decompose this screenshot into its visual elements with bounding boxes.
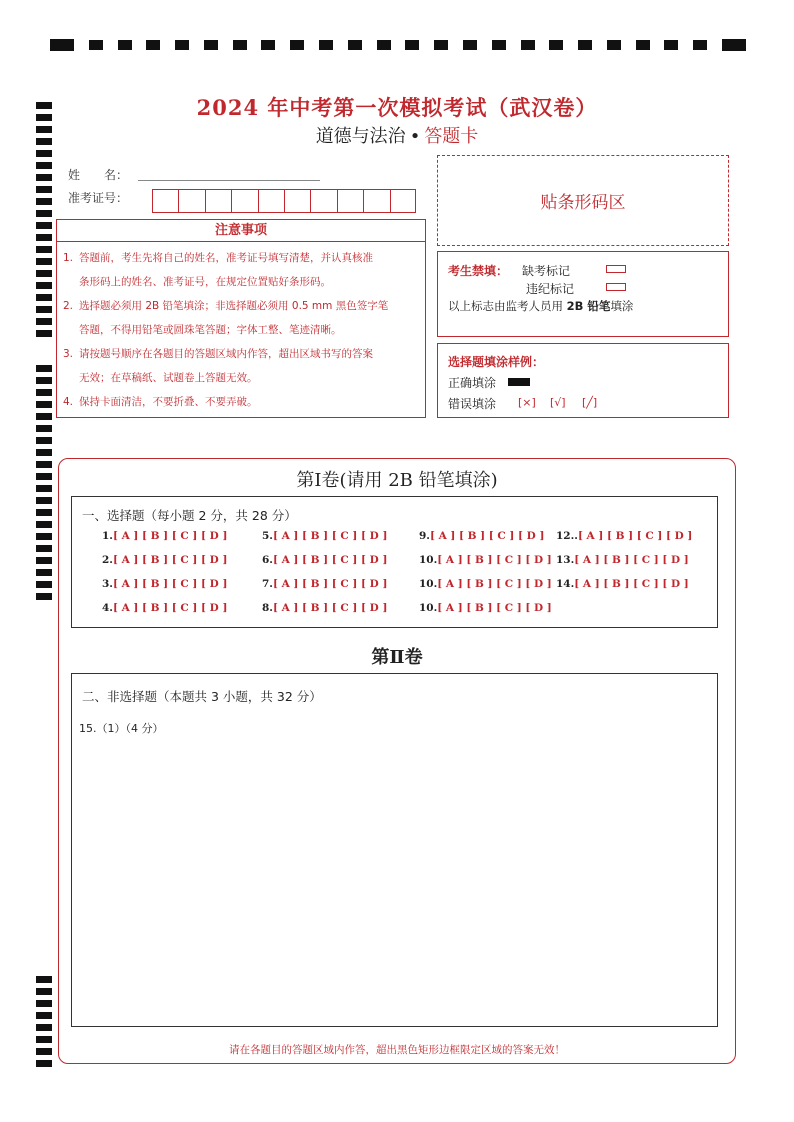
question-number: 7. [262,578,273,590]
timing-mark [319,40,333,50]
timing-mark [36,234,52,241]
timing-mark [233,40,247,50]
exam-number-digit-box[interactable] [363,189,389,213]
forbid-title: 考生禁填： [448,264,509,278]
timing-mark [36,306,52,313]
subject-name: 道德与法治 [315,126,406,147]
timing-mark [36,509,52,516]
question-number: 14. [556,578,575,590]
question-number: 10. [419,578,438,590]
timing-mark [549,40,563,50]
timing-mark [36,593,52,600]
answer-options[interactable]: [ A ] [ B ] [ C ] [ D ] [112,554,228,566]
question-number: 3. [102,578,113,590]
timing-mark [693,40,707,50]
choice-question[interactable] [102,530,227,542]
absent-mark-box[interactable] [606,265,626,273]
violation-mark-label: 违纪标记 [526,282,575,296]
answer-options[interactable]: [ A ] [ B ] [ C ] [ D ] [272,602,388,614]
timing-mark [722,39,746,51]
choice-question[interactable] [419,530,544,542]
exam-number-digit-box[interactable] [390,189,416,213]
timing-mark [261,40,275,50]
timing-mark [36,186,52,193]
choice-question[interactable] [556,554,689,566]
timing-mark [36,222,52,229]
timing-mark [36,294,52,301]
timing-mark [175,40,189,50]
timing-mark [36,365,52,372]
choice-question[interactable] [262,578,387,590]
timing-mark [36,545,52,552]
left-timing-marks-lower [36,976,52,1072]
choice-question[interactable] [262,554,387,566]
volume2-title: 第Ⅱ卷 [371,647,423,668]
question-number: 6. [262,554,273,566]
timing-mark [36,497,52,504]
timing-mark [36,210,52,217]
timing-mark [405,40,419,50]
notice-box [56,219,426,418]
notice-item: 3. 请按题号顺序在各题目的答题区域内作答，超出区域书写的答案 无效；在草稿纸、试题卷上答题无效。 [63,348,373,384]
timing-mark [492,40,506,50]
exam-number-label: 准考证号： [68,191,129,205]
question-number: 10. [419,602,438,614]
non-choice-section[interactable] [71,673,718,1027]
separator-dot: • [409,126,421,147]
timing-mark [36,377,52,384]
timing-mark [36,1000,52,1007]
timing-mark [36,162,52,169]
choice-question[interactable] [102,578,227,590]
timing-mark [348,40,362,50]
non-choice-section-title: 二、非选择题（本题共 3 小题，共 32 分） [82,689,322,704]
correct-fill-example [508,378,530,386]
timing-mark [377,40,391,50]
notice-item: 4. 保持卡面清洁，不要折叠、不要弄破。 [63,396,258,408]
timing-mark [36,1012,52,1019]
timing-mark [636,40,650,50]
top-timing-marks [50,39,746,51]
question-number: 9. [419,530,430,542]
timing-mark [36,569,52,576]
sample-title: 选择题填涂样例： [448,355,545,369]
notice-title: 注意事项 [57,220,425,242]
timing-mark [118,40,132,50]
fill-sample-box [437,343,729,418]
timing-mark [36,988,52,995]
exam-number-boxes[interactable] [152,189,416,213]
wrong-mark-slash: [╱] [582,396,598,409]
question-number: 12.. [556,530,578,542]
question-number: 8. [262,602,273,614]
timing-mark [434,40,448,50]
answer-options[interactable]: [ A ] [ B ] [ C ] [ D ] [574,554,689,566]
timing-mark [36,449,52,456]
name-label: 姓 名： [68,168,129,182]
timing-mark [36,389,52,396]
timing-mark [36,258,52,265]
answer-options[interactable]: [ A ] [ B ] [ C ] [ D ] [437,578,552,590]
exam-number-digit-box[interactable] [178,189,204,213]
timing-mark [290,40,304,50]
timing-mark [204,40,218,50]
choice-question[interactable] [556,530,692,542]
volume1-title: 第Ⅰ卷(请用 2B 铅笔填涂) [296,470,498,491]
choice-question[interactable] [419,602,552,614]
timing-mark [607,40,621,50]
question-number: 5. [262,530,273,542]
question-15-label: 15.（1）（4 分） [79,722,164,735]
card-type: 答题卡 [424,126,479,147]
exam-subtitle [0,122,794,148]
timing-mark [521,40,535,50]
footer-warning: 请在各题目的答题区域内作答，超出黑色矩形边框限定区域的答案无效！ [229,1044,565,1056]
timing-mark [36,425,52,432]
timing-mark [36,401,52,408]
forbid-note: 以上标志由监考人员用 2B 铅笔填涂 [448,299,634,313]
exam-title: 2024 年中考第一次模拟考试（武汉卷） [196,95,598,120]
choice-question[interactable] [556,578,689,590]
answer-options[interactable]: [ A ] [ B ] [ C ] [ D ] [437,554,552,566]
choice-question[interactable] [262,602,387,614]
notice-item: 2. 选择题必须用 2B 铅笔填涂；非选择题必须用 0.5 mm 黑色签字笔 答题，不得用铅笔或圆珠笔答题；字体工整、笔迹清晰。 [63,300,389,336]
answer-options[interactable]: [ A ] [ B ] [ C ] [ D ] [112,602,228,614]
answer-options[interactable]: [ A ] [ B ] [ C ] [ D ] [429,530,545,542]
choice-question[interactable] [419,554,552,566]
timing-mark [36,246,52,253]
timing-mark [36,318,52,325]
answer-options[interactable]: [ A ] [ B ] [ C ] [ D ] [272,530,388,542]
answer-options[interactable]: [ A ] [ B ] [ C ] [ D ] [437,602,552,614]
timing-mark [36,1024,52,1031]
examinee-forbidden-box [437,251,729,337]
barcode-area: 贴条形码区 [437,155,729,246]
wrong-fill-label: 错误填涂 [448,397,497,411]
choice-question[interactable] [262,530,387,542]
exam-number-digit-box[interactable] [205,189,231,213]
absent-mark-label: 缺考标记 [522,264,571,278]
exam-number-digit-box[interactable] [310,189,336,213]
timing-mark [36,330,52,337]
exam-number-digit-box[interactable] [231,189,257,213]
choice-question[interactable] [102,554,227,566]
answer-options[interactable]: [ A ] [ B ] [ C ] [ D ] [112,530,228,542]
exam-number-digit-box[interactable] [337,189,363,213]
choice-question[interactable] [419,578,552,590]
wrong-mark-cross: [×] [518,396,536,409]
wrong-mark-check: [√] [550,396,566,409]
exam-number-digit-box[interactable] [152,189,178,213]
answer-options[interactable]: [ A ] [ B ] [ C ] [ D ] [574,578,689,590]
timing-mark [89,40,103,50]
question-number: 2. [102,554,113,566]
exam-number-digit-box[interactable] [284,189,310,213]
notice-list [57,242,425,414]
choice-section [71,496,718,628]
question-number: 4. [102,602,113,614]
choice-section-title: 一、选择题（每小题 2 分，共 28 分） [82,508,297,523]
timing-mark [463,40,477,50]
timing-mark [36,198,52,205]
correct-fill-label: 正确填涂 [448,376,497,390]
timing-mark [36,437,52,444]
timing-mark [36,1060,52,1067]
timing-mark [36,150,52,157]
name-field[interactable] [138,180,320,181]
question-number: 13. [556,554,575,566]
timing-mark [36,976,52,983]
answer-options[interactable]: [ A ] [ B ] [ C ] [ D ] [272,554,388,566]
timing-mark [36,533,52,540]
timing-mark [146,40,160,50]
violation-mark-box[interactable] [606,283,626,291]
timing-mark [578,40,592,50]
timing-mark [36,557,52,564]
choice-question[interactable] [102,602,227,614]
timing-mark [36,521,52,528]
timing-mark [36,413,52,420]
timing-mark [36,581,52,588]
question-number: 10. [419,554,438,566]
exam-number-digit-box[interactable] [258,189,284,213]
answer-options[interactable]: [ A ] [ B ] [ C ] [ D ] [112,578,228,590]
notice-item: 1. 答题前，考生先将自己的姓名，准考证号填写清楚，并认真核准 条形码上的姓名、准考证号，在规定位置贴好条形码。 [63,252,373,288]
timing-mark [36,174,52,181]
timing-mark [36,270,52,277]
timing-mark [50,39,74,51]
answer-options[interactable]: [ A ] [ B ] [ C ] [ D ] [577,530,693,542]
answer-options[interactable]: [ A ] [ B ] [ C ] [ D ] [272,578,388,590]
question-number: 1. [102,530,113,542]
timing-mark [664,40,678,50]
timing-mark [36,282,52,289]
